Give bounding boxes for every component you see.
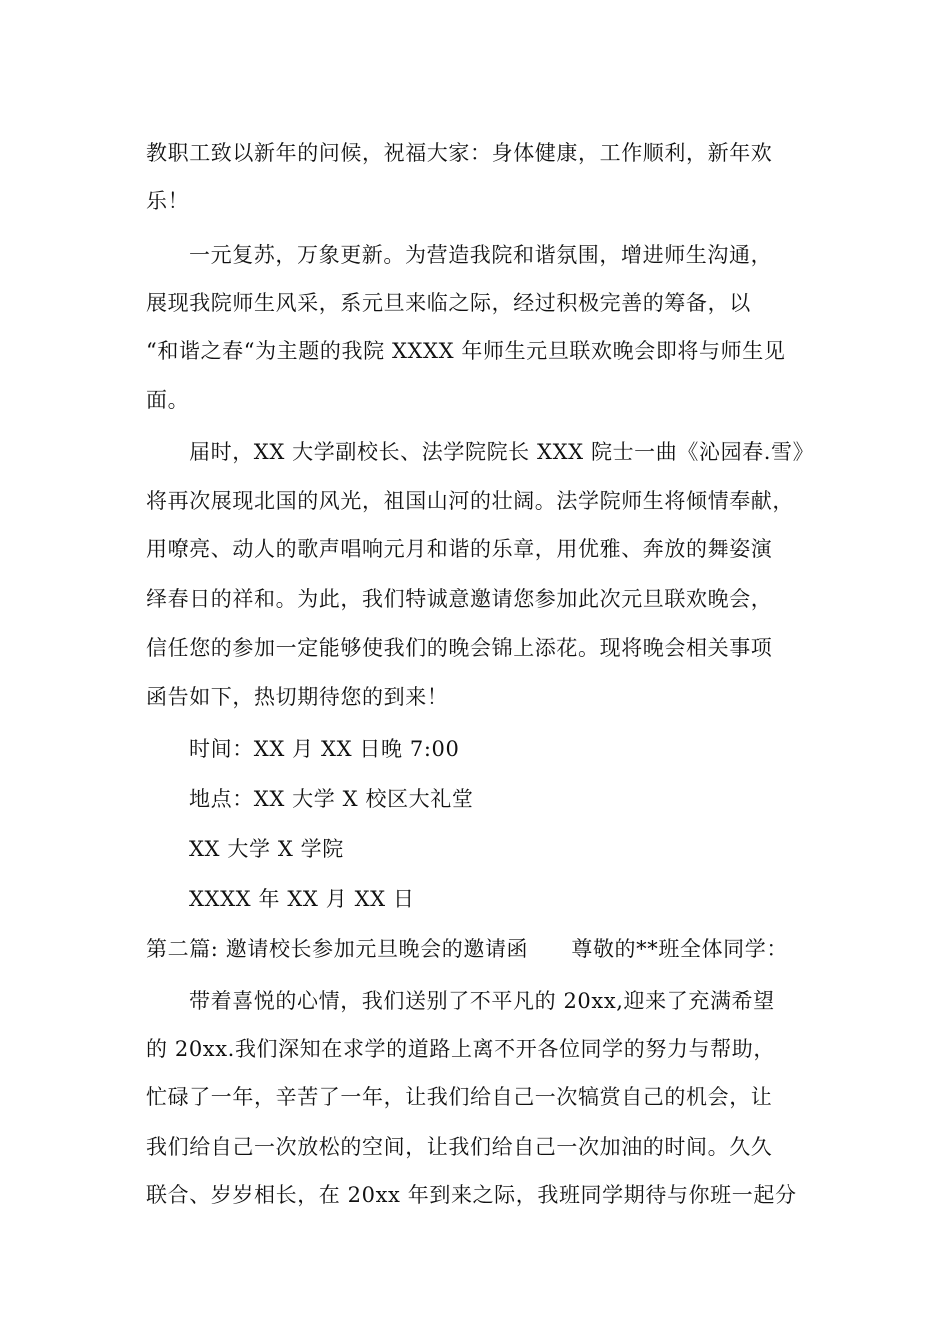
signature-org: XX 大学 X 学院 (189, 837, 344, 861)
signature-date: XXXX 年 XX 月 XX 日 (189, 887, 415, 911)
event-time: 时间：XX 月 XX 日晚 7:00 (189, 737, 460, 761)
text-line: 联合、岁岁相长，在 20xx 年到来之际，我班同学期待与你班一起分 (146, 1183, 797, 1207)
section-heading: 第二篇: 邀请校长参加元旦晚会的邀请函 尊敬的**班全体同学： (146, 937, 788, 961)
text-line: 将再次展现北国的风光，祖国山河的壮阔。法学院师生将倾情奉献， (146, 489, 794, 513)
text-line: 信任您的参加一定能够使我们的晚会锦上添花。现将晚会相关事项 (146, 636, 773, 660)
text-line: 带着喜悦的心情，我们送别了不平凡的 20xx,迎来了充满希望 (189, 989, 775, 1013)
text-line: 的 20xx.我们深知在求学的道路上离不开各位同学的努力与帮助， (146, 1037, 775, 1061)
text-line: 乐！ (146, 189, 190, 213)
text-line: 一元复苏，万象更新。为营造我院和谐氛围，增进师生沟通， (189, 243, 773, 267)
text-line: “和谐之春“为主题的我院 XXXX 年师生元旦联欢晚会即将与师生见 (146, 339, 786, 363)
text-line: 教职工致以新年的问候，祝福大家：身体健康，工作顺利，新年欢 (146, 141, 773, 165)
text-line: 届时，XX 大学副校长、法学院院长 XXX 院士一曲《沁园春.雪》 (189, 440, 815, 464)
text-line: 展现我院师生风采，系元旦来临之际，经过积极完善的筹备，以 (146, 291, 751, 315)
text-line: 绎春日的祥和。为此，我们特诚意邀请您参加此次元旦联欢晚会， (146, 587, 773, 611)
text-line: 忙碌了一年，辛苦了一年，让我们给自己一次犒赏自己的机会，让 (146, 1085, 773, 1109)
text-line: 我们给自己一次放松的空间，让我们给自己一次加油的时间。久久 (146, 1135, 773, 1159)
text-line: 函告如下，热切期待您的到来！ (146, 685, 449, 709)
event-place: 地点：XX 大学 X 校区大礼堂 (189, 787, 474, 811)
text-line: 用嘹亮、动人的歌声唱响元月和谐的乐章，用优雅、奔放的舞姿演 (146, 537, 773, 561)
text-line: 面。 (146, 388, 190, 412)
